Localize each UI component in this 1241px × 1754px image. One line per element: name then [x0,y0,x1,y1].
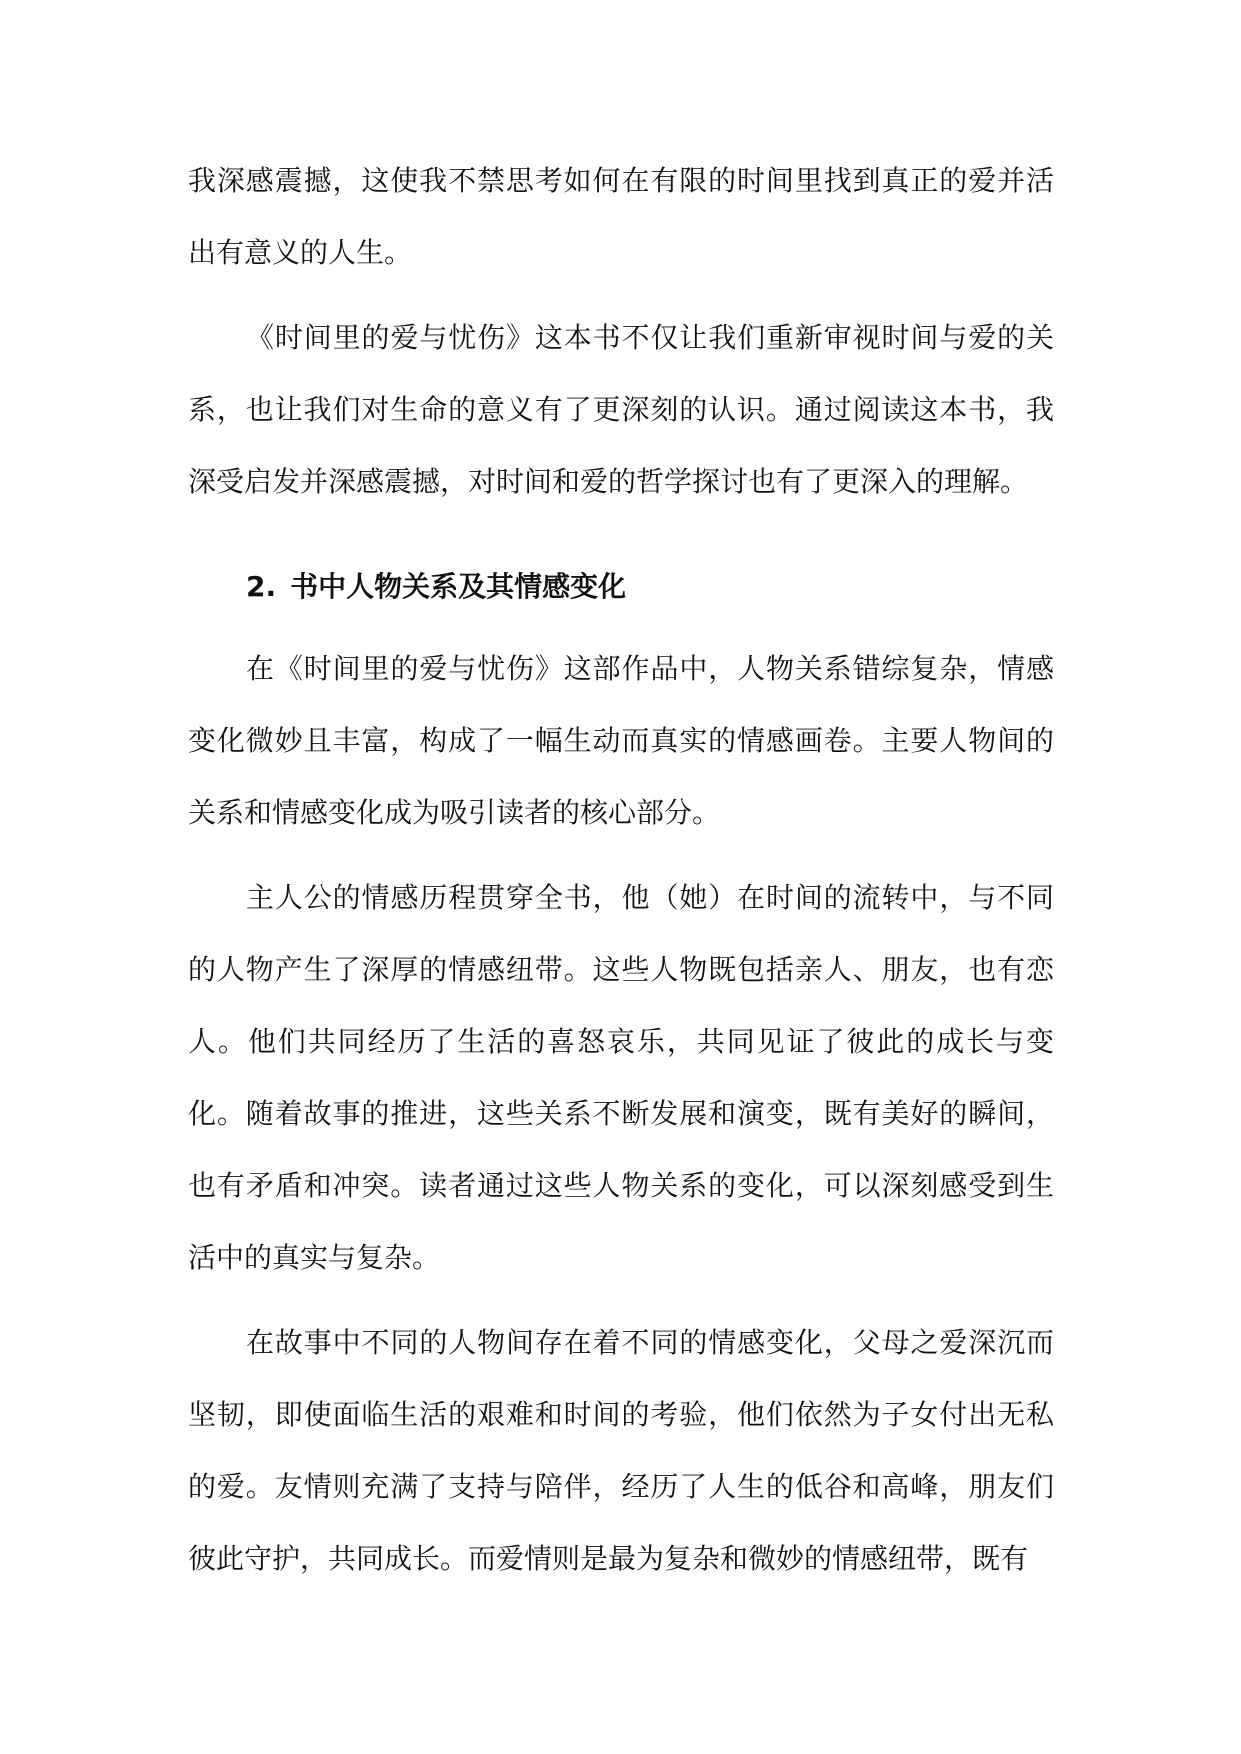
paragraph: 在《时间里的爱与忧伤》这部作品中，人物关系错综复杂，情感变化微妙且丰富，构成了一幅生动而真实的情感画卷。主要人物间的关系和情感变化成为吸引读者的核心部分。 [188,652,1054,829]
paragraph: 我深感震撼，这使我不禁思考如何在有限的时间里找到真正的爱并活出有意义的人生。 [188,164,1054,269]
document-body [188,145,1054,1595]
section-number: 2. [246,570,277,603]
paragraph: 《时间里的爱与忧伤》这本书不仅让我们重新审视时间与爱的关系，也让我们对生命的意义有了更深刻的认识。通过阅读这本书，我深受启发并深感震撼，对时间和爱的哲学探讨也有了更深入的理解。 [188,321,1054,498]
paragraph: 在故事中不同的人物间存在着不同的情感变化，父母之爱深沉而坚韧，即使面临生活的艰难和时间的考验，他们依然为子女付出无私的爱。友情则充满了支持与陪伴，经历了人生的低谷和高峰，朋友们彼此守护，共同成长。而爱情则是最为复杂和微妙的情感纽带，既有 [188,1326,1054,1575]
section-title: 书中人物关系及其情感变化 [290,570,627,603]
section-heading [188,551,1054,623]
paragraph: 主人公的情感历程贯穿全书，他（她）在时间的流转中，与不同的人物产生了深厚的情感纽带。这些人物既包括亲人、朋友，也有恋人。他们共同经历了生活的喜怒哀乐，共同见证了彼此的成长与变化。随着故事的推进，这些关系不断发展和演变，既有美好的瞬间，也有矛盾和冲突。读者通过这些人物关系的变化，可以深刻感受到生活中的真实与复杂。 [188,881,1054,1274]
